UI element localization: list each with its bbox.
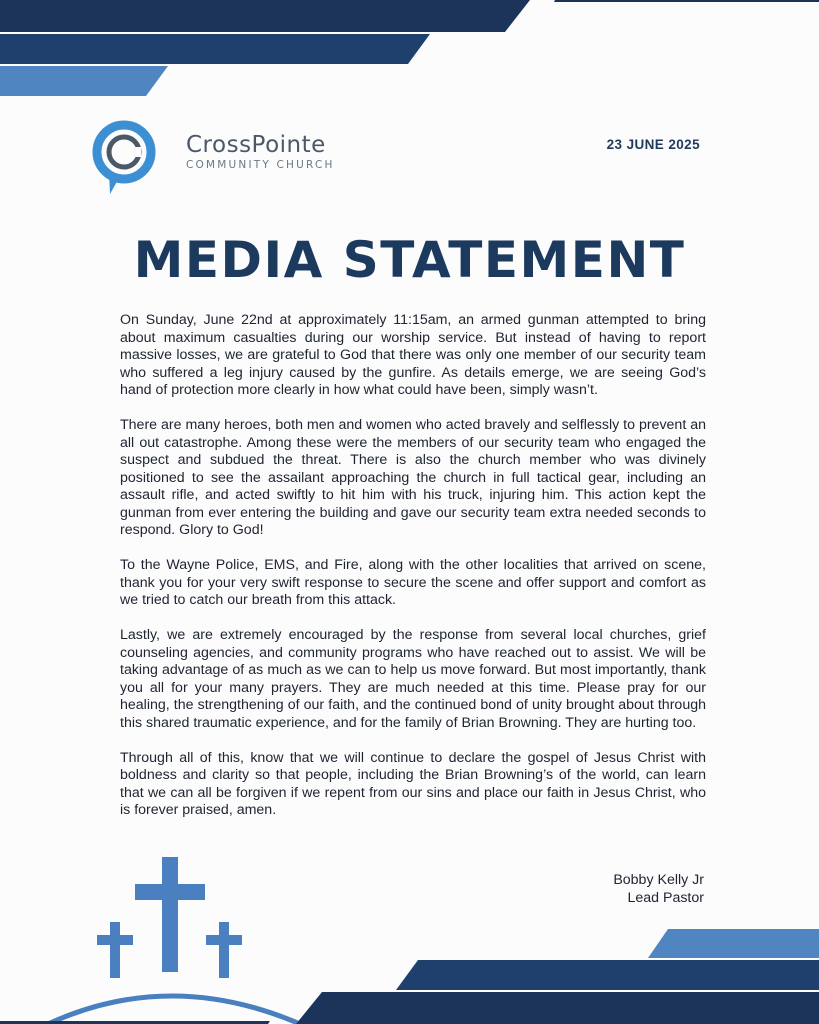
top-banner-stripes	[0, 0, 819, 100]
top-stripe-navy	[0, 34, 430, 64]
bottom-stripe-dark	[296, 992, 819, 1024]
page-title: MEDIA STATEMENT	[133, 231, 686, 289]
signatory-name: Bobby Kelly Jr	[613, 872, 704, 888]
brand-name: CrossPointe	[186, 132, 326, 158]
bottom-stripe-light	[648, 929, 819, 958]
paragraph-3: To the Wayne Police, EMS, and Fire, along with the other localities that arrived on scene, thank you for your very swift response to secure the scene and offer support and comfort as we tried to catch our breath from this attack.	[120, 557, 706, 608]
paragraph-2: There are many heroes, both men and women who acted bravely and selflessly to prevent an all out catastrophe. Among these were the members of our security team who engaged the suspect and subdued the threat. There is also the church member who was divinely positioned to see the assailant approaching the church in full tactical gear, including an assault rifle, and acted swiftly to hit him with his truck, injuring him. This action kept the gunman from ever entering the building and gave our security team extra needed seconds to respond. Glory to God!	[120, 417, 706, 538]
speech-bubble-c-icon	[92, 120, 156, 198]
statement-body	[120, 312, 706, 837]
paragraph-4: Lastly, we are extremely encouraged by the response from several local churches, grief counseling agencies, and community programs who have reached out to assist. We will be taking advantage of as much as we can to help us move forward. But most importantly, thank you all for your many prayers. They are much needed at this time. Please pray for our healing, the strengthening of our faith, and the continued bond of unity brought about through this shared traumatic experience, and for the family of Brian Browning. They are hurting too.	[120, 627, 706, 731]
paragraph-5: Through all of this, know that we will continue to declare the gospel of Jesus Christ with boldness and clarity so that people, including the Brian Browning’s of the world, can learn that we can all be forgiven if we repent from our sins and place our faith in Jesus Christ, who is forever praised, amen.	[120, 749, 706, 818]
brand-wordmark	[186, 132, 342, 171]
signature-block	[520, 872, 704, 907]
bottom-stripe-navy	[396, 960, 819, 990]
top-stripe-thin-line	[554, 0, 819, 2]
top-stripe-dark	[0, 0, 530, 32]
statement-date: 23 JUNE 2025	[606, 137, 700, 152]
hill-arc	[48, 996, 300, 1024]
top-stripe-light	[0, 66, 168, 96]
brand-subtitle: COMMUNITY CHURCH	[186, 159, 335, 171]
paragraph-1: On Sunday, June 22nd at approximately 11:15am, an armed gunman attempted to bring about maximum casualties during our worship service. But instead of having to report massive losses, we are grateful to God that there was only one member of our security team who suffered a leg injury caused by the gunfire. As details emerge, we are seeing God’s hand of protection more clearly in how what could have been, simply wasn’t.	[120, 312, 706, 398]
signatory-role: Lead Pastor	[627, 889, 704, 906]
three-crosses-icon	[97, 857, 242, 978]
